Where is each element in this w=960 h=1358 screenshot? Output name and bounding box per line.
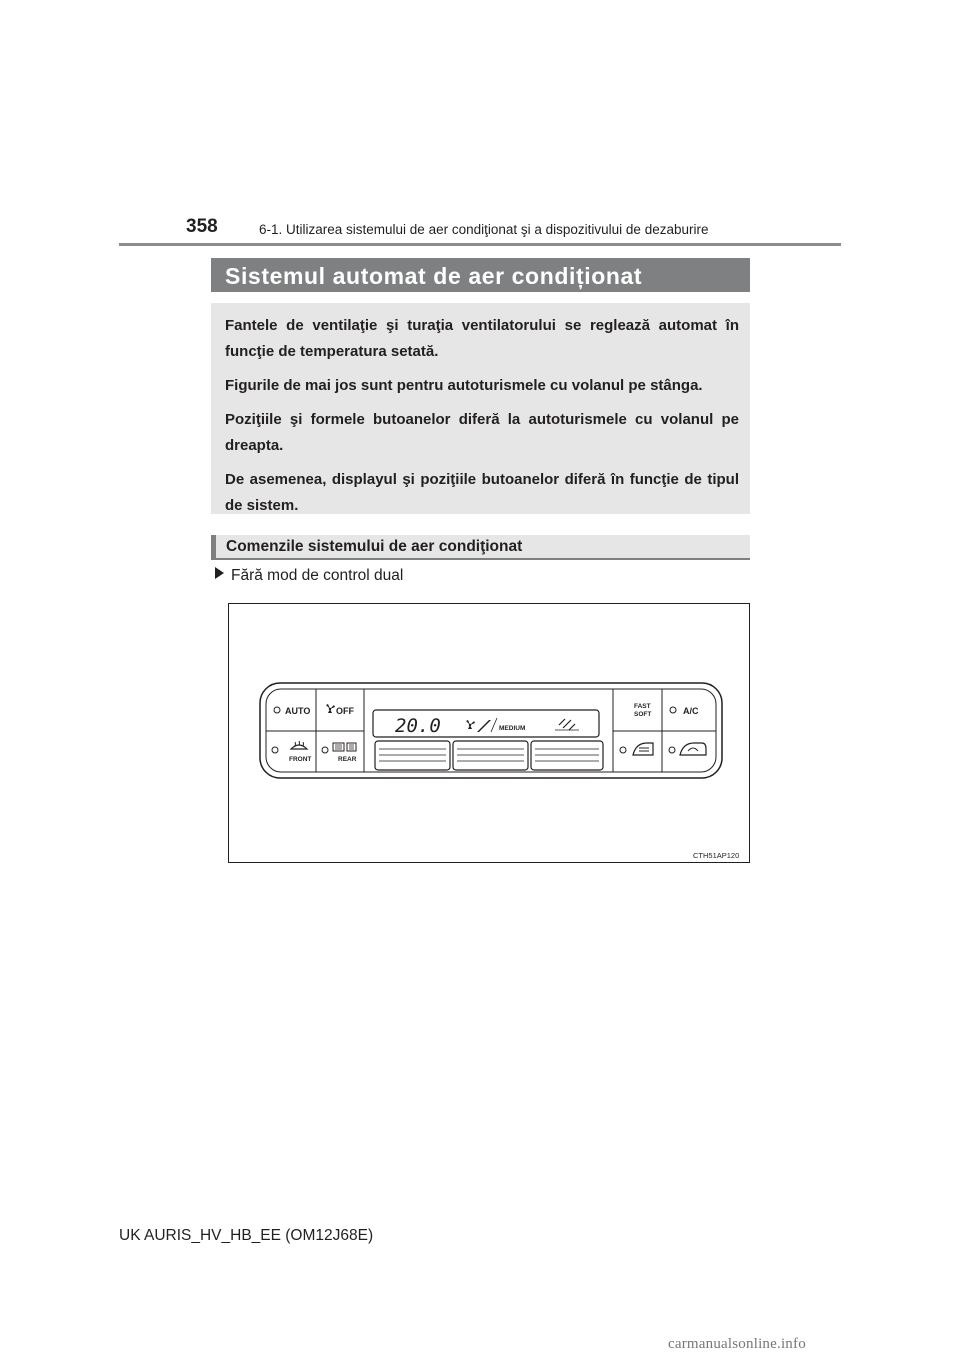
ac-label: A/C (683, 706, 699, 716)
figure-frame (228, 603, 750, 863)
auto-label: AUTO (285, 706, 311, 716)
rear-label: REAR (338, 756, 357, 763)
running-title: 6-1. Utilizarea sistemului de aer condiţionat şi a dispozitivului de dezaburire (259, 222, 709, 237)
climate-control-panel-illustration (229, 604, 751, 864)
air-vent-left (375, 741, 450, 770)
bullet-item (215, 567, 403, 585)
air-vent-right (531, 741, 603, 770)
intro-paragraph-2: Figurile de mai jos sunt pentru autoturismele cu volanul pe stânga. (225, 377, 703, 394)
watermark: carmanualsonline.info (668, 1336, 806, 1352)
front-label: FRONT (289, 756, 312, 763)
intro-box (211, 303, 750, 514)
soft-label: SOFT (634, 711, 652, 718)
section-title: Sistemul automat de aer condiționat (211, 258, 750, 292)
air-vent-center (453, 741, 528, 770)
subsection-title: Comenzile sistemului de aer condiţionat (211, 535, 750, 560)
bullet-text: Fără mod de control dual (231, 567, 404, 584)
display-area (373, 710, 599, 737)
footer-model-code: UK AURIS_HV_HB_EE (OM12J68E) (119, 1227, 374, 1244)
intro-paragraph-1: Fantele de ventilaţie şi turaţia ventilatorului se reglează automat în funcţie de temperatura setată. (225, 317, 739, 360)
page-header (0, 0, 960, 250)
page-number: 358 (186, 216, 218, 237)
triangle-bullet-icon (215, 567, 224, 579)
figure-code: CTH51AP120 (693, 851, 740, 860)
intro-paragraph-3: Poziţiile şi formele butoanelor diferă la autoturismele cu volanul pe dreapta. (225, 411, 739, 454)
fast-soft-button[interactable] (634, 703, 651, 718)
header-rule (119, 243, 841, 246)
display-fan-mode: MEDIUM (499, 725, 526, 732)
fast-label: FAST (634, 703, 651, 710)
intro-paragraph-4: De asemenea, displayul şi poziţiile butoanelor diferă în funcţie de tipul de sistem. (225, 471, 739, 514)
off-label: OFF (336, 706, 354, 716)
display-temperature: 20.0 (395, 715, 441, 737)
